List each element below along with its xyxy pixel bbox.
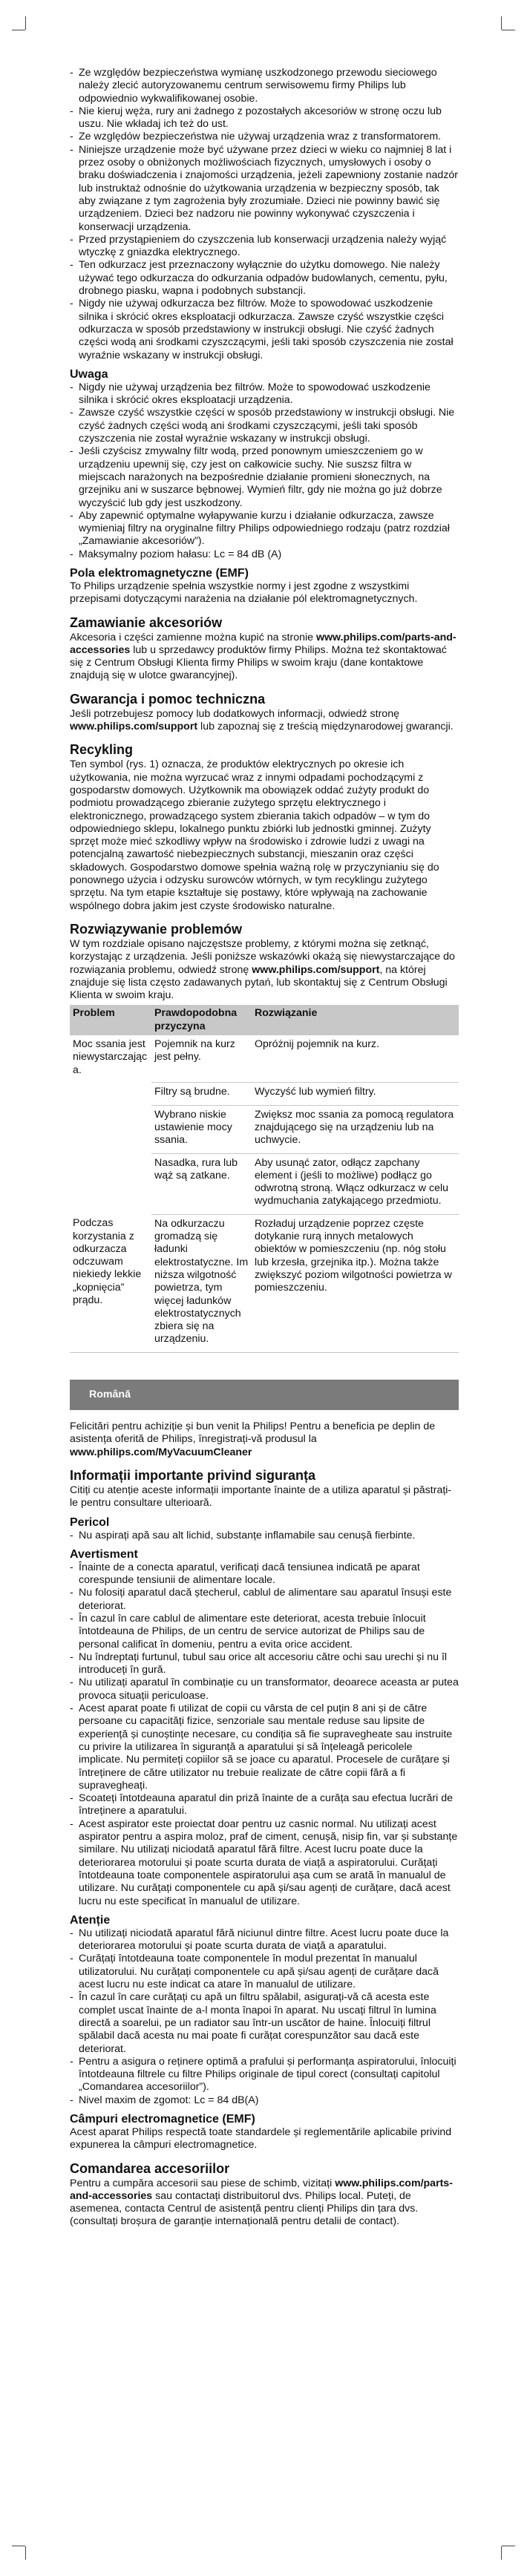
list-item: - Zawsze czyść wszystkie części w sposób przedstawiony w instrukcji obsługi. Nie czyść żadnych części wodą ani środkami czyszczącymi, jeśli taki sposób czyszczenia nie został wyraźnie wskazany w instrukcji obsługi. — [70, 407, 459, 445]
ro-safety-heading: Informații importante privind siguranța — [70, 1467, 316, 1483]
table-row — [70, 1083, 459, 1105]
list-item: - Pentru a asigura o reținere optimă a prafului și performanța aspiratorului, înlocuiți întotdeauna filtrele cu filtre Philips originale de tipul corect (consultați capitolul „Comandarea accesoriilor”). — [70, 2056, 459, 2094]
list-item: - Nigdy nie używaj urządzenia bez filtrów. Może to spowodować uszkodzenie silnika i skrócić okres eksploatacji urządzenia. — [70, 381, 459, 407]
cell-cause: Na odkurzaczu gromadzą się ładunki elektrostatyczne. Im niższa wilgotność powietrza, tym więcej ładunków elektrostatycznych zbiera się na urządzeniu. — [151, 1214, 252, 1352]
table-header-row — [70, 1005, 459, 1035]
ro-pericol-list — [70, 1530, 459, 1542]
crop-mark-top-left — [25, 16, 26, 30]
table-row — [70, 1214, 459, 1352]
text-segment: , na której znajduje się lista często zadawanych pytań, lub skontaktuj się z Centrum Obsługi Klienta w swoim kraju. — [70, 963, 448, 1002]
list-item: - Aby zapewnić optymalne wyłapywanie kurzu i działanie odkurzacza, zawsze wymieniaj filtry na oryginalne filtry Philips odpowiedniego rodzaju (patrz rozdział „Zamawianie akcesoriów”). — [70, 510, 459, 548]
list-item: - Ten odkurzacz jest przeznaczony wyłącznie do użytku domowego. Nie należy używać tego odkurzacza do odkurzania odpadów budowlanych, cementu, pyłu, drobnego piasku, wapna i podobnych substancji. — [70, 259, 459, 298]
cell-problem: Podczas korzystania z odkurzacza odczuwam niekiedy lekkie „kopnięcia” prądu. — [70, 1214, 151, 1352]
cell-solution: Wyczyść lub wymień filtry. — [252, 1083, 459, 1105]
pl-accessories-heading: Zamawianie akcesoriów — [70, 614, 223, 630]
list-item: - Nivel maxim de zgomot: Lc = 84 dB(A) — [70, 2094, 459, 2107]
list-item: - Scoateți întotdeauna aparatul din priză înainte de a curăța sau efectua lucrări de întreținere a aparatului. — [70, 1792, 459, 1818]
ro-accessories-heading: Comandarea accesoriilor — [70, 2160, 230, 2176]
text-segment: W tym rozdziale opisano najczęstsze problemy, z którymi można się zetknąć, korzystając z urządzenia. Jeśli poniższe wskazówki okażą się niewystarczające do rozwiązania problemu, odwiedź stronę — [70, 937, 455, 976]
list-item: - Înainte de a conecta aparatul, verificați dacă tensiunea indicată pe aparat corespunde tensiunii de alimentare locale. — [70, 1561, 459, 1587]
accessories-link[interactable]: www.philips.com/parts-and-accessories — [70, 631, 456, 656]
cell-problem: Moc ssania jest niewystarczając a. — [73, 1038, 148, 1076]
pl-troubleshooting-heading: Rozwiązywanie problemów — [70, 921, 243, 937]
list-item: - Przed przystąpieniem do czyszczenia lub konserwacji urządzenia należy wyjąć wtyczkę z gniazdka elektrycznego. — [70, 234, 459, 260]
crop-mark-top-right — [501, 16, 502, 30]
list-item: - În cazul în care curățați cu apă un filtru spălabil, asigurați-vă că acesta este complet uscat înainte de a-l monta înapoi în aparat. Nu uscați filtrul în lumina directă a soarelui, pe un radiator sau într-un uscător de haine. Înlocuiți filtrul spălabil dacă acesta nu mai poate fi curățat corespunzător sau dacă este deteriorat. — [70, 1991, 459, 2055]
pl-emf-heading: Pola elektromagnetyczne (EMF) — [70, 566, 249, 580]
register-link[interactable]: www.philips.com/MyVacuumCleaner — [70, 1446, 252, 1458]
pl-recycling-heading: Recykling — [70, 742, 134, 758]
text-segment: Pentru a cumpăra accesorii sau piese de schimb, vizitați — [70, 2177, 335, 2189]
ro-intro-text — [70, 1420, 459, 1459]
table-row — [70, 1153, 459, 1214]
column-header-cause: Prawdopodobna przyczyna — [151, 1005, 252, 1035]
list-item: - Maksymalny poziom hałasu: Lc = 84 dB (A) — [70, 548, 459, 561]
ro-emf-heading: Câmpuri electromagnetice (EMF) — [70, 2112, 255, 2126]
list-item: - Nigdy nie używaj odkurzacza bez filtrów. Może to spowodować uszkodzenie silnika i skrócić okres eksploatacji odkurzacza. Zawsze czyść wszystkie części odkurzacza w sposób przedstawiony w instrukcji obsługi. Nie czyść żadnych części wodą ani środkami czyszczącymi, jeśli taki sposób czyszczenia nie został wyraźnie wskazany w instrukcji obsługi. — [70, 298, 459, 361]
list-item: - Niniejsze urządzenie może być używane przez dzieci w wieku co najmniej 8 lat i przez osoby o obniżonych możliwościach fizycznych, umysłowych i osoby o braku doświadczenia i znajomości urządzenia, jeżeli zapewniony zostanie nadzór lub instruktaż odnośnie do użytkowania urządzenia w bezpieczny sposób, tak aby związane z tym zagrożenia były zrozumiałe. Dzieci nie powinny bawić się urządzeniem. Dzieci bez nadzoru nie powinny wykonywać czyszczenia i konserwacji urządzenia. — [70, 144, 459, 234]
cell-problem — [70, 1105, 151, 1153]
text-segment: Akcesoria i części zamienne można kupić na stronie — [70, 631, 316, 643]
pl-uwaga-list — [70, 381, 459, 561]
list-item: - Nu îndreptați furtunul, tubul sau orice alt accesoriu către ochi sau urechi și nu îl introduceți în gură. — [70, 1651, 459, 1677]
list-item: - Nu utilizați niciodată aparatul fără niciunul dintre filtre. Acest lucru poate duce la deteriorarea motorului și poate scurta durata de viață a aparatului. — [70, 1927, 459, 1953]
ro-atentie-list — [70, 1927, 459, 2107]
text-segment: lub u sprzedawcy produktów firmy Philips. Można też skontaktować się z Centrum Obsługi Klienta firmy Philips w swoim kraju (dane kontaktowe znajdują się w ulotce gwarancyjnej). — [70, 643, 447, 682]
cell-cause: Nasadka, rura lub wąż są zatkane. — [151, 1153, 252, 1214]
support-link[interactable]: www.philips.com/support — [70, 721, 198, 733]
cell-cause: Wybrano niskie ustawienie mocy ssania. — [151, 1105, 252, 1153]
ro-atentie-heading: Atenție — [70, 1913, 111, 1927]
pl-troubleshooting-text — [70, 938, 459, 1002]
list-item: - Nu utilizați aparatul în combinație cu un transformator, deoarece aceasta ar putea provoca situații periculoase. — [70, 1677, 459, 1702]
language-header-romanian: Română — [70, 1380, 459, 1410]
list-item: - Nu aspirați apă sau alt lichid, substanțe inflamabile sau cenușă fierbinte. — [70, 1530, 459, 1542]
cell-cause: Filtry są brudne. — [151, 1083, 252, 1105]
ro-avertisment-list — [70, 1561, 459, 1908]
text-segment: Felicitări pentru achiziție și bun venit la Philips! Pentru a beneficia pe deplin de asistența oferită de Philips, înregistrați-vă produsul la — [70, 1420, 436, 1446]
cell-solution: Opróżnij pojemnik na kurz. — [252, 1035, 459, 1083]
pl-warnings-list — [70, 67, 459, 362]
ro-avertisment-heading: Avertisment — [70, 1547, 138, 1561]
list-item: - Acest aspirator este proiectat doar pentru uz casnic normal. Nu utilizați acest aspirator pentru a aspira moloz, praf de ciment, cenușă, nisip fin, var și substanțe similare. Nu utilizați niciodată aparatul fără filtre. Acest lucru poate duce la deteriorarea motorului și poate scurta durata de viață a aspiratorului. Curățați întotdeauna toate componentele aspiratorului așa cum se arată în manualul de utilizare. Nu curățați componentele cu apă și/sau agenți de curățare, dacă acest lucru nu este specificat în manualul de utilizare. — [70, 1818, 459, 1908]
column-header-problem: Problem — [70, 1005, 151, 1035]
ro-emf-text: Acest aparat Philips respectă toate standardele și reglementările aplicabile privind expunerea la câmpuri electromagnetice. — [70, 2126, 452, 2151]
pl-warranty-text — [70, 708, 459, 734]
pl-uwaga-heading: Uwaga — [70, 367, 108, 381]
list-item: - Curățați întotdeauna toate componentele în modul prezentat în manualul utilizatorului. Nu curățați componentele cu apă și/sau agenți de curățare dacă acest lucru nu este indicat ca atare în manualul de utilizare. — [70, 1953, 459, 1991]
text-segment: sau contactați distribuitorul dvs. Philips local. Puteți, de asemenea, contacta Centrul de asistență pentru clienți Philips din țara dvs. (consultați broșura de garanție internațională pentru detalii de contact). — [70, 2189, 419, 2228]
list-item: - Nu folosiți aparatul dacă ștecherul, cablul de alimentare sau aparatul însuși este deteriorat. — [70, 1587, 459, 1613]
cell-solution: Rozładuj urządzenie poprzez częste dotykanie rurą innych metalowych obiektów w pomieszczeniu (np. nóg stołu lub krzesła, grzejnika itp.). Można także zwiększyć poziom wilgotności powietrza w pomieszczeniu. — [252, 1214, 459, 1352]
ro-safety-text: Citiți cu atenție aceste informații importante înainte de a utiliza aparatul și păstrați-le pentru consultare ulterioară. — [70, 1484, 452, 1510]
crop-mark-bottom-right — [501, 2546, 502, 2560]
list-item: - În cazul în care cablul de alimentare este deteriorat, acesta trebuie înlocuit întotdeauna de Philips, de un centru de service autorizat de Philips sau de personal calificat în domeniu, pentru a evita orice accident. — [70, 1613, 459, 1651]
cell-problem — [70, 1083, 151, 1105]
list-item: - Jeśli czyścisz zmywalny filtr wodą, przed ponownym umieszczeniem go w urządzeniu upewnij się, czy jest on całkowicie suchy. Nie suszsz filtra w miejscach narażonych na bezpośrednie działanie promieni słonecznych, na grzejniku ani w suszarce bębnowej. Wymień filtr, gdy nie można go już dobrze wyczyścić lub gdy jest uszkodzony. — [70, 445, 459, 509]
manual-page — [70, 67, 459, 2229]
table-row — [70, 1035, 459, 1083]
column-header-solution: Rozwiązanie — [252, 1005, 459, 1035]
pl-emf-text: To Philips urządzenie spełnia wszystkie normy i jest zgodne z wszystkimi przepisami dotyczącymi narażenia na działanie pól elektromagnetycznych. — [70, 580, 418, 606]
accessories-link[interactable]: www.philips.com/parts-and-accessories — [70, 2177, 453, 2202]
support-link[interactable]: www.philips.com/support — [252, 963, 380, 976]
cell-cause: Pojemnik na kurz jest pełny. — [151, 1035, 252, 1083]
ro-pericol-heading: Pericol — [70, 1515, 110, 1529]
pl-warranty-heading: Gwarancja i pomoc techniczna — [70, 691, 266, 707]
cell-solution: Zwiększ moc ssania za pomocą regulatora znajdującego się na urządzeniu lub na uchwycie. — [252, 1105, 459, 1153]
cell-problem — [70, 1153, 151, 1214]
list-item: - Nie kieruj węża, rury ani żadnego z pozostałych akcesoriów w stronę oczu lub uszu. Nie wkładaj ich też do ust. — [70, 105, 459, 131]
table-row — [70, 1105, 459, 1153]
pl-recycling-text: Ten symbol (rys. 1) oznacza, że produktów elektrycznych po okresie ich użytkowania, nie można wyrzucać wraz z innymi odpadami pochodzącymi z gospodarstw domowych. Użytkownik ma obowiązek oddać zużyty produkt do podmiotu prowadzącego zbieranie zużytego sprzętu elektrycznego i elektronicznego, prowadzącego system zbierania takich odpadów – w tym do odpowiedniego sklepu, lokalnego punktu zbiórki lub jednostki gminnej. Zużyty sprzęt może mieć szkodliwy wpływ na środowisko i zdrowie ludzi z uwagi na potencjalną zawartość niebezpiecznych substancji, mieszanin oraz części składowych. Gospodarstwo domowe spełnia ważną rolę w przyczynianiu się do ponownego użycia i odzysku surowców wtórnych, w tym recyklingu zużytego sprzętu. Na tym etapie kształtuje się postawy, które wpływają na zachowanie wspólnego dobra jakim jest czyste środowisko naturalne. — [70, 758, 439, 912]
text-segment: Jeśli potrzebujesz pomocy lub dodatkowych informacji, odwiedź stronę — [70, 707, 399, 720]
cell-solution: Aby usunąć zator, odłącz zapchany element i (jeśli to możliwe) podłącz go odwrotną stroną. Włącz odkurzacz w celu wydmuchania zatykającego przedmiotu. — [252, 1153, 459, 1214]
pl-accessories-text — [70, 632, 459, 683]
list-item: - Ze względów bezpieczeństwa nie używaj urządzenia wraz z transformatorem. — [70, 131, 459, 143]
list-item: - Acest aparat poate fi utilizat de copii cu vârsta de cel puțin 8 ani și de către persoane cu capacități fizice, senzoriale sau mentale reduse sau lipsite de experiență și cunoștințe necesare, cu condiția să fie supravegheate sau instruite cu privire la utilizarea în siguranță a aparatului și să înțeleagă pericolele implicate. Nu permiteți copiilor să se joace cu aparatul. Procesele de curățare și întreținere de către utilizator nu trebuie realizate de către copii fără a fi supravegheați. — [70, 1702, 459, 1792]
list-item: - Ze względów bezpieczeństwa wymianę uszkodzonego przewodu sieciowego należy zlecić autoryzowanemu centrum serwisowemu firmy Philips lub odpowiednio wykwalifikowanej osobie. — [70, 67, 459, 105]
troubleshooting-table — [70, 1005, 459, 1352]
ro-accessories-text — [70, 2177, 459, 2229]
crop-mark-bottom-left — [25, 2546, 26, 2560]
text-segment: lub zapoznaj się z treścią międzynarodowej gwarancji. — [197, 721, 454, 733]
